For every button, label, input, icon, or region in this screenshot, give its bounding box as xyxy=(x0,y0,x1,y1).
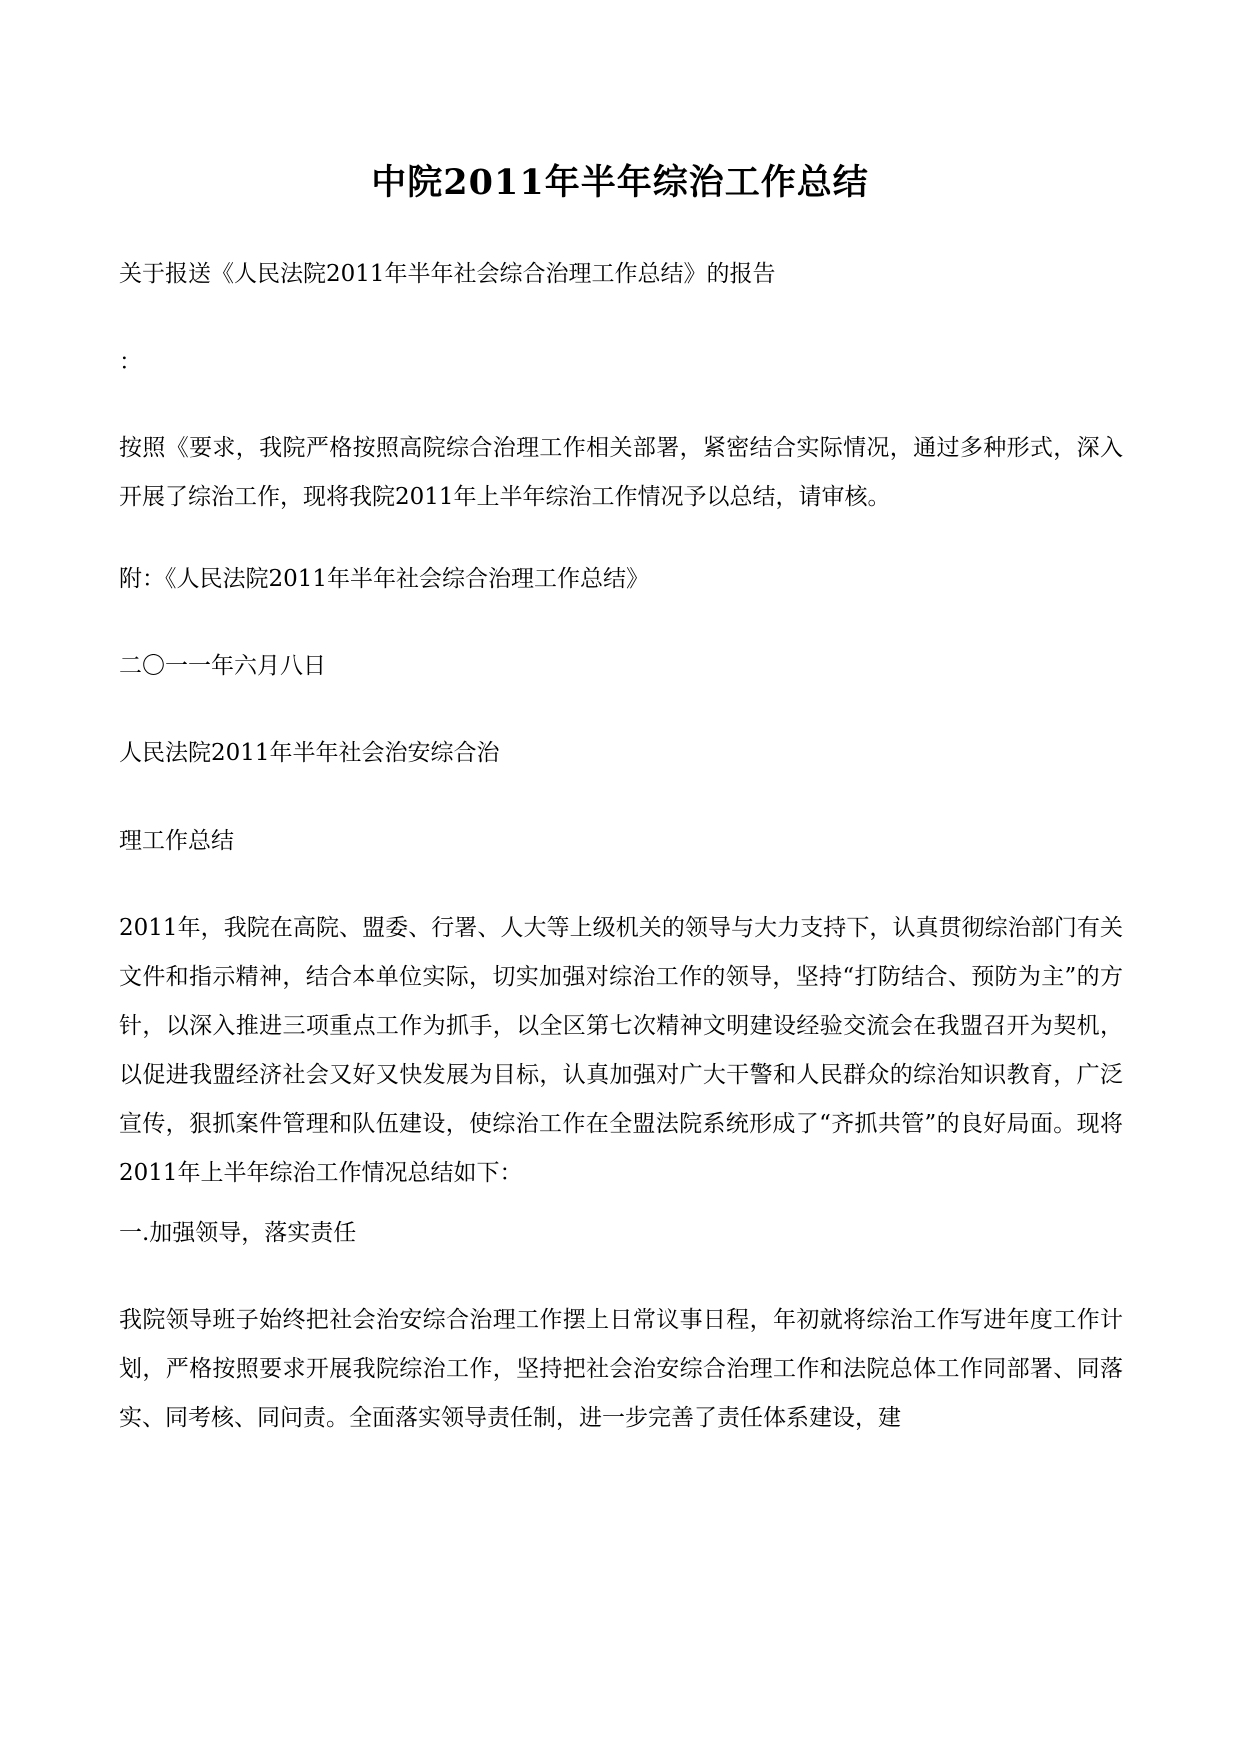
section-1-heading: 一.加强领导，落实责任 xyxy=(119,1220,357,1246)
section-1-paragraph: 我院领导班子始终把社会治安综合治理工作摆上日常议事日程，年初就将综治工作写进年度工作计划，严格按照要求开展我院综治工作，坚持把社会治安综合治理工作和法院总体工作同部署、同落实、同考核、同问责。全面落实领导责任制，进一步完善了责任体系建设，建 xyxy=(119,1307,1123,1431)
intro-paragraph: 按照《要求，我院严格按照高院综合治理工作相关部署，紧密结合实际情况，通过多种形式，深入开展了综治工作，现将我院2011年上半年综治工作情况予以总结，请审核。 xyxy=(119,435,1123,510)
summary-title-line-2: 理工作总结 xyxy=(119,828,234,854)
salutation-colon: ： xyxy=(119,349,142,375)
body-paragraph-1: 2011年，我院在高院、盟委、行署、人大等上级机关的领导与大力支持下，认真贯彻综治部门有关文件和指示精神，结合本单位实际，切实加强对综治工作的领导，坚持“打防结合、预防为主”的方针，以深入推进三项重点工作为抓手，以全区第七次精神文明建设经验交流会在我盟召开为契机，以促进我盟经济社会又好又快发展为目标，认真加强对广大干警和人民群众的综治知识教育，广泛宣传，狠抓案件管理和队伍建设，使综治工作在全盟法院系统形成了“齐抓共管”的良好局面。现将2011年上半年综治工作情况总结如下： xyxy=(119,915,1123,1186)
document-title: 中院2011年半年综治工作总结 xyxy=(371,162,869,203)
summary-title-line-1: 人民法院2011年半年社会治安综合治 xyxy=(119,740,500,766)
document-date: 二〇一一年六月八日 xyxy=(119,653,326,679)
report-heading: 关于报送《人民法院2011年半年社会综合治理工作总结》的报告 xyxy=(119,261,776,287)
attachment-line: 附：《人民法院2011年半年社会综合治理工作总结》 xyxy=(119,566,650,592)
